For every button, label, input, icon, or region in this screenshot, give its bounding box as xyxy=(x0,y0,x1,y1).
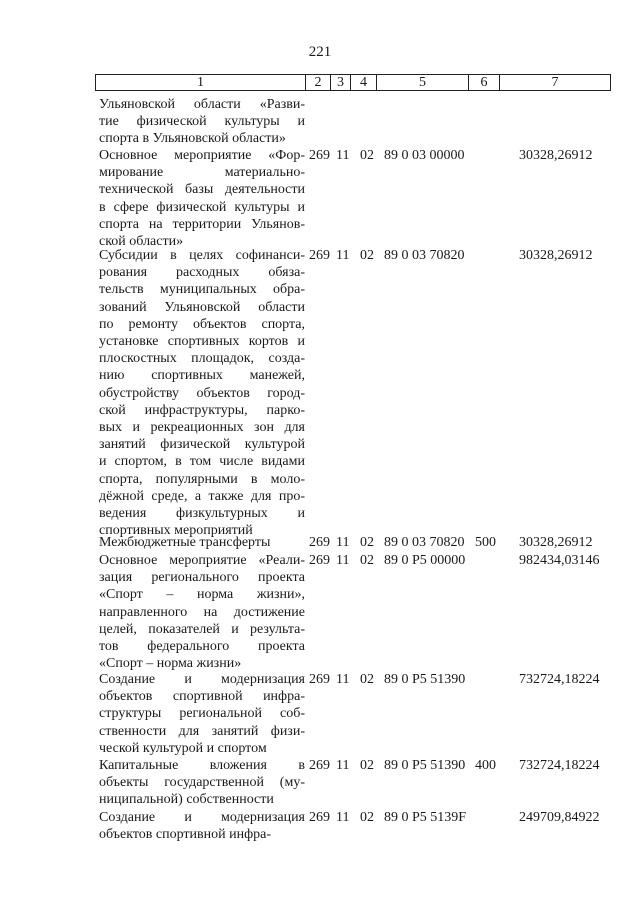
description-line: ской области» xyxy=(99,234,184,250)
cell-c3: 11 xyxy=(336,672,350,687)
cell-c3: 11 xyxy=(336,758,350,773)
header-cell-6: 6 xyxy=(468,74,500,91)
description-line: зация регионального проекта xyxy=(99,570,305,586)
row-description xyxy=(99,552,305,672)
description-line: ниципальной) собственности xyxy=(99,792,274,808)
description-line: Капитальные вложения в xyxy=(99,758,305,773)
cell-c7: 732724,18224 xyxy=(519,672,600,687)
cell-c3: 11 xyxy=(336,248,350,263)
cell-c5: 89 0 03 00000 xyxy=(384,148,465,163)
description-line: тельств муниципальных обра- xyxy=(99,282,305,298)
row-description xyxy=(99,147,305,250)
description-line: в сфере физической культуры и xyxy=(99,199,305,215)
description-line: рования расходных обяза- xyxy=(99,265,305,281)
cell-c5: 89 0 P5 5139F xyxy=(384,810,467,825)
description-line: объектов спортивной инфра- xyxy=(99,827,272,843)
description-line: Межбюджетные трансферты xyxy=(99,535,271,550)
description-line: мирование материально- xyxy=(99,165,305,181)
description-line: и спортом, в том числе видами xyxy=(99,454,305,470)
cell-c4: 02 xyxy=(360,810,374,825)
cell-c3: 11 xyxy=(336,535,350,550)
description-line: спорта, популярными в моло- xyxy=(99,471,305,487)
description-line: зований Ульяновской области xyxy=(99,299,305,315)
description-line: спорта в Ульяновской области» xyxy=(99,131,286,147)
description-line: дёжной среде, а также для про- xyxy=(99,488,305,504)
header-cell-1: 1 xyxy=(95,74,306,91)
description-line: Создание и модернизация xyxy=(99,672,305,687)
description-line: ской инфраструктуры, парко- xyxy=(99,402,305,418)
description-line: по ремонту объектов спорта, xyxy=(99,316,305,332)
description-line: Ульяновской области «Разви- xyxy=(99,97,305,112)
cell-c5: 89 0 03 70820 xyxy=(384,535,465,550)
cell-c7: 30328,26912 xyxy=(519,535,593,550)
cell-c2: 269 xyxy=(309,553,330,568)
cell-c4: 02 xyxy=(360,535,374,550)
row-description xyxy=(99,757,305,809)
description-line: целей, показателей и результа- xyxy=(99,621,305,637)
row-description xyxy=(99,534,305,551)
cell-c2: 269 xyxy=(309,148,330,163)
description-line: Основное мероприятие «Реали- xyxy=(99,553,305,568)
cell-c4: 02 xyxy=(360,248,374,263)
header-cell-2: 2 xyxy=(305,74,331,91)
cell-c7: 249709,84922 xyxy=(519,810,600,825)
description-line: обустройству объектов город- xyxy=(99,385,305,401)
row-description xyxy=(99,809,305,843)
header-cell-4: 4 xyxy=(350,74,377,91)
cell-c5: 89 0 P5 51390 xyxy=(384,672,466,687)
description-line: «Спорт – норма жизни», xyxy=(99,587,305,603)
cell-c5: 89 0 P5 51390 xyxy=(384,758,466,773)
description-line: ведения физкультурных и xyxy=(99,506,305,522)
cell-c2: 269 xyxy=(309,672,330,687)
cell-c4: 02 xyxy=(360,553,374,568)
cell-c4: 02 xyxy=(360,672,374,687)
description-line: Создание и модернизация xyxy=(99,810,305,825)
cell-c7: 732724,18224 xyxy=(519,758,600,773)
cell-c4: 02 xyxy=(360,148,374,163)
cell-c4: 02 xyxy=(360,758,374,773)
cell-c5: 89 0 03 70820 xyxy=(384,248,465,263)
cell-c5: 89 0 P5 00000 xyxy=(384,553,466,568)
description-line: «Спорт – норма жизни» xyxy=(99,656,242,672)
description-line: установке спортивных кортов и xyxy=(99,334,305,350)
description-line: тов федерального проекта xyxy=(99,639,305,655)
description-line: Субсидии в целях софинанси- xyxy=(99,248,305,263)
row-description xyxy=(99,671,305,757)
header-cell-3: 3 xyxy=(330,74,351,91)
cell-c7: 30328,26912 xyxy=(519,148,593,163)
description-line: структуры региональной соб- xyxy=(99,706,305,722)
row-description xyxy=(99,247,305,539)
description-line: ческой культурой и спортом xyxy=(99,740,267,756)
description-line: ственности для занятий физи- xyxy=(99,723,305,739)
description-line: тие физической культуры и xyxy=(99,114,305,130)
cell-c6: 500 xyxy=(475,535,496,550)
description-line: плоскостных площадок, созда- xyxy=(99,351,305,367)
description-line: технической базы деятельности xyxy=(99,182,305,198)
description-line: вых и рекреационных зон для xyxy=(99,420,305,436)
header-cell-5: 5 xyxy=(376,74,469,91)
cell-c7: 982434,03146 xyxy=(519,553,600,568)
cell-c2: 269 xyxy=(309,758,330,773)
description-line: спортивных мероприятий xyxy=(99,523,253,539)
cell-c2: 269 xyxy=(309,248,330,263)
description-line: объектов спортивной инфра- xyxy=(99,689,305,705)
description-line: объекты государственной (му- xyxy=(99,775,305,791)
cell-c3: 11 xyxy=(336,148,350,163)
description-line: нию спортивных манежей, xyxy=(99,368,305,384)
cell-c2: 269 xyxy=(309,535,330,550)
description-line: направленного на достижение xyxy=(99,604,305,620)
cell-c6: 400 xyxy=(475,758,496,773)
cell-c3: 11 xyxy=(336,553,350,568)
page-number: 221 xyxy=(308,44,332,60)
cell-c2: 269 xyxy=(309,810,330,825)
row-description xyxy=(99,96,305,148)
description-line: спорта на территории Ульянов- xyxy=(99,216,305,232)
description-line: Основное мероприятие «Фор- xyxy=(99,148,305,163)
cell-c3: 11 xyxy=(336,810,350,825)
description-line: занятий физической культурой xyxy=(99,437,305,453)
header-cell-7: 7 xyxy=(499,74,611,91)
cell-c7: 30328,26912 xyxy=(519,248,593,263)
